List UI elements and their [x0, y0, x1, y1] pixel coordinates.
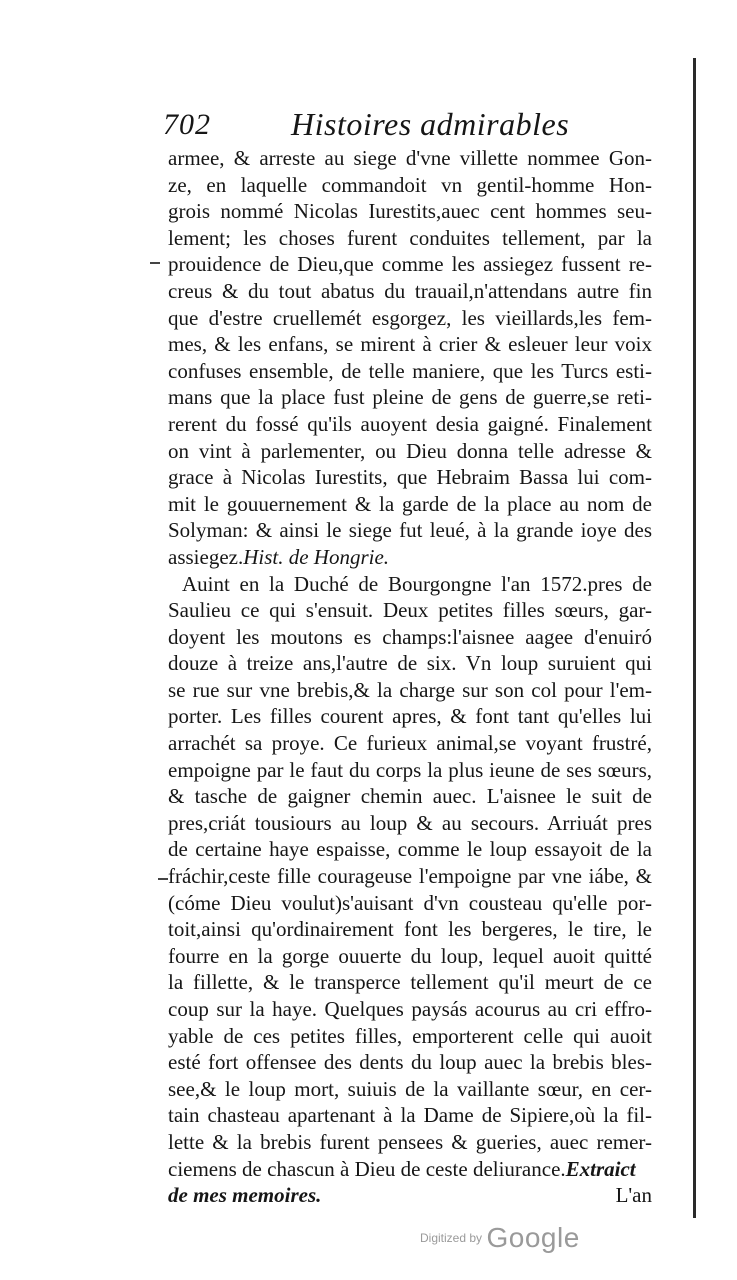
text-line: douze à treize ans,l'autre de six. Vn loup suruient qui: [168, 651, 652, 676]
watermark-small: Digitized by: [420, 1231, 483, 1245]
text-line: ze, en laquelle commandoit vn gentil-homme Hon-: [168, 172, 652, 197]
source-citation: Hist. de Hongrie.: [243, 544, 390, 569]
page-header: [163, 100, 663, 146]
text-line: mit le gouuernement & la garde de la place au nom de: [168, 491, 652, 516]
text-line: [168, 1156, 652, 1183]
text-line: pres,criát tousiours au loup & au secours. Arriuát pres: [168, 810, 652, 835]
body-text: [168, 145, 652, 1209]
text-line: grace à Nicolas Iurestits, que Hebraim Bassa lui com-: [168, 465, 652, 490]
text-line: esté fort offensee des dents du loup auec la brebis bles-: [168, 1050, 652, 1075]
text-line: de certaine haye espaisse, comme le loup essayoit de la: [168, 837, 652, 862]
text-line: porter. Les filles courent apres, & font tant qu'elles lui: [168, 704, 652, 729]
text-line: mans que la place fust pleine de gens de guerre,se reti-: [168, 385, 652, 410]
text-line: empoigne par le faut du corps la plus ieune de ses sœurs,: [168, 757, 652, 782]
digitized-watermark: [420, 1222, 580, 1254]
text-line: fourre en la gorge ouuerte du loup, lequel auoit quitté: [168, 943, 652, 968]
text-line: prouidence de Dieu,que comme les assiegez fussent re-: [168, 252, 652, 277]
page-edge-shadow: [693, 58, 696, 1218]
text-line: se rue sur vne brebis,& la charge sur son col pour l'em-: [168, 677, 652, 702]
margin-mark: [150, 262, 160, 264]
margin-mark: [158, 878, 168, 880]
text-line: lement; les choses furent conduites tellement, par la: [168, 225, 652, 250]
text-line: rerent du fossé qu'ils auoyent desia gaigné. Finalement: [168, 411, 652, 436]
catchword: L'an: [615, 1183, 652, 1208]
text-line: tain chasteau apartenant à la Dame de Sipiere,où la fil-: [168, 1103, 652, 1128]
paragraph-1-last-text: assiegez.: [168, 544, 244, 569]
text-line: on vint à parlementer, ou Dieu donna telle adresse &: [168, 438, 652, 463]
text-line: creus & du tout abatus du trauail,n'attendans autre fin: [168, 278, 652, 303]
text-line: yable de ces petites filles, emporterent celle qui auoit: [168, 1023, 652, 1048]
paragraph-1-last-line: [168, 544, 652, 571]
text-line: lette & la brebis furent pensees & gueries, auec remer-: [168, 1129, 652, 1154]
paragraph-1: [168, 145, 652, 544]
paragraph-2: [168, 571, 652, 1183]
page-number: 702: [163, 108, 211, 141]
text-line: (cóme Dieu voulut)s'auisant d'vn cousteau qu'elle por-: [168, 890, 652, 915]
text-line: & tasche de gaigner chemin auec. L'aisnee le suit de: [168, 784, 652, 809]
text-line: arrachét sa proye. Ce furieux animal,se voyant frustré,: [168, 731, 652, 756]
text-line: fráchir,ceste fille courageuse l'empoigne par vne iábe, &: [168, 864, 652, 889]
text-line: grois nommé Nicolas Iurestits,auec cent hommes seu-: [168, 199, 652, 224]
text-line: Saulieu ce qui s'ensuit. Deux petites filles sœurs, gar-: [168, 598, 652, 623]
text-line: Solyman: & ainsi le siege fut leué, à la grande ioye des: [168, 518, 652, 543]
google-logo: Google: [486, 1222, 580, 1253]
text-line: Auint en la Duché de Bourgongne l'an 1572.pres de: [182, 571, 652, 596]
text-line: coup sur la haye. Quelques paysás acourus au cri effro-: [168, 997, 652, 1021]
text-line: doyent les moutons es champs:l'aisnee aagee d'enuiró: [168, 624, 652, 649]
catchword-line: [168, 1182, 652, 1209]
text-line: la fillette, & le transperce tellement qu'il meurt de ce: [168, 970, 652, 995]
text-line: toit,ainsi qu'ordinairement font les bergeres, le tire, le: [168, 917, 652, 942]
text-line: see,& le loup mort, suiuis de la vaillante sœur, en cer-: [168, 1076, 652, 1101]
running-title: Histoires admirables: [291, 106, 570, 142]
text-line: que d'estre cruellemét esgorgez, les vieillards,les fem-: [168, 305, 652, 330]
text-line: armee, & arreste au siege d'vne villette nommee Gon-: [168, 146, 652, 170]
text-line: confuses ensemble, de telle maniere, que les Turcs esti-: [168, 358, 652, 383]
source-citation-2-cont: de mes memoires.: [168, 1183, 322, 1208]
source-citation-2-start: Extraict: [565, 1156, 636, 1181]
text-line-content: ciemens de chascun à Dieu de ceste deliurance.: [168, 1156, 566, 1181]
text-line: mes, & les enfans, se mirent à crier & esleuer leur voix: [168, 332, 652, 357]
